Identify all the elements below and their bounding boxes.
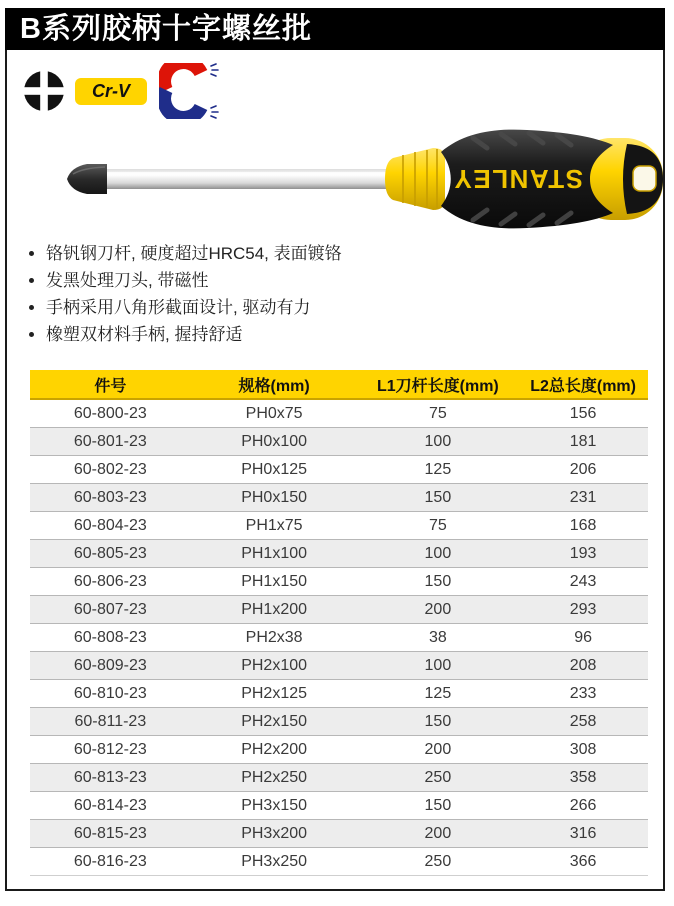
table-row [30,820,648,848]
table-cell: 208 [518,652,648,680]
table-cell: 266 [518,792,648,820]
table-cell: 60-809-23 [30,652,191,680]
crv-badge-label: Cr-V [91,80,130,101]
table-cell: 316 [518,820,648,848]
table-cell: 60-806-23 [30,568,191,596]
column-header-total-length: L2总长度(mm) [518,370,648,399]
table-cell: 250 [358,848,519,876]
table-cell: 100 [358,652,519,680]
table-row [30,736,648,764]
table-row [30,596,648,624]
table-cell: 150 [358,568,519,596]
table-cell: 125 [358,680,519,708]
phillips-cross-icon [23,70,65,112]
brand-label: STANLEY [453,164,583,194]
table-cell: 125 [358,456,519,484]
feature-item: • 铬钒钢刀杆, 硬度超过HRC54, 表面镀铬 [46,240,342,267]
table-cell: PH2x38 [191,624,358,652]
table-row [30,484,648,512]
table-cell: 181 [518,428,648,456]
table-cell: PH1x150 [191,568,358,596]
table-row [30,680,648,708]
table-cell: PH2x200 [191,736,358,764]
table-cell: PH2x100 [191,652,358,680]
table-cell: 60-808-23 [30,624,191,652]
feature-item: • 发黑处理刀头, 带磁性 [46,267,342,294]
table-cell: 250 [358,764,519,792]
table-cell: 60-807-23 [30,596,191,624]
table-cell: PH2x150 [191,708,358,736]
table-row [30,764,648,792]
table-cell: PH2x125 [191,680,358,708]
table-cell: PH3x150 [191,792,358,820]
table-row [30,456,648,484]
table-cell: 193 [518,540,648,568]
table-cell: 156 [569,404,597,422]
table-cell: 96 [518,624,648,652]
table-row [30,428,648,456]
table-cell: 75 [358,512,519,540]
table-cell: 60-813-23 [30,764,191,792]
page-title: B系列胶柄十字螺丝批 [5,8,665,50]
table-cell: PH3x200 [191,820,358,848]
table-cell: 60-811-23 [30,708,191,736]
table-cell: 60-815-23 [30,820,191,848]
content-frame [5,50,665,891]
spec-table-body [30,399,648,876]
table-cell: 60-801-23 [30,428,191,456]
table-cell: 168 [518,512,648,540]
table-cell: 150 [358,708,519,736]
table-cell: PH2x250 [191,764,358,792]
table-cell: 60-803-23 [30,484,191,512]
table-cell: 200 [358,736,519,764]
table-cell: 231 [518,484,648,512]
table-cell: 60-816-23 [30,848,191,876]
table-cell: 75 [428,404,447,422]
table-cell: 200 [358,820,519,848]
table-cell: 200 [358,596,519,624]
table-cell: 233 [518,680,648,708]
table-cell: PH1x100 [191,540,358,568]
table-cell: PH1x200 [191,596,358,624]
column-header-shaft-length: L1刀杆长度(mm) [358,370,519,399]
table-cell: PH0x75 [245,404,303,422]
table-cell: 358 [518,764,648,792]
product-image [21,122,665,240]
column-header-part-number: 件号 [30,370,191,399]
table-cell: 150 [358,792,519,820]
table-cell: 60-804-23 [30,512,191,540]
table-cell: 150 [358,484,519,512]
table-cell: PH0x150 [191,484,358,512]
table-cell: 293 [518,596,648,624]
magnet-icon [159,63,221,119]
table-row [30,512,648,540]
table-cell: 258 [518,708,648,736]
table-cell: 206 [518,456,648,484]
table-cell: 308 [518,736,648,764]
table-cell: 100 [358,428,519,456]
crv-badge [75,78,147,105]
table-cell: 60-802-23 [30,456,191,484]
spec-table-header [30,370,648,399]
table-cell: 243 [518,568,648,596]
table-cell: 38 [358,624,519,652]
table-row [30,568,648,596]
feature-item: • 橡塑双材料手柄, 握持舒适 [46,321,342,348]
table-row [30,848,648,876]
table-row [30,399,648,428]
spec-table [30,370,648,876]
table-cell: PH0x100 [191,428,358,456]
table-cell: PH1x75 [191,512,358,540]
feature-item: • 手柄采用八角形截面设计, 驱动有力 [46,294,342,321]
table-row [30,652,648,680]
table-row [30,792,648,820]
column-header-spec: 规格(mm) [191,370,358,399]
table-row [30,708,648,736]
table-cell: 366 [518,848,648,876]
table-cell: 60-814-23 [30,792,191,820]
table-cell: PH0x125 [191,456,358,484]
table-cell: 100 [358,540,519,568]
feature-list [29,240,342,348]
table-cell: 60-805-23 [30,540,191,568]
table-row [30,540,648,568]
table-cell: 60-800-23 [73,404,147,422]
table-cell: 60-812-23 [30,736,191,764]
table-cell: 60-810-23 [30,680,191,708]
table-row [30,624,648,652]
badge-row [23,63,221,119]
table-cell: PH3x250 [191,848,358,876]
